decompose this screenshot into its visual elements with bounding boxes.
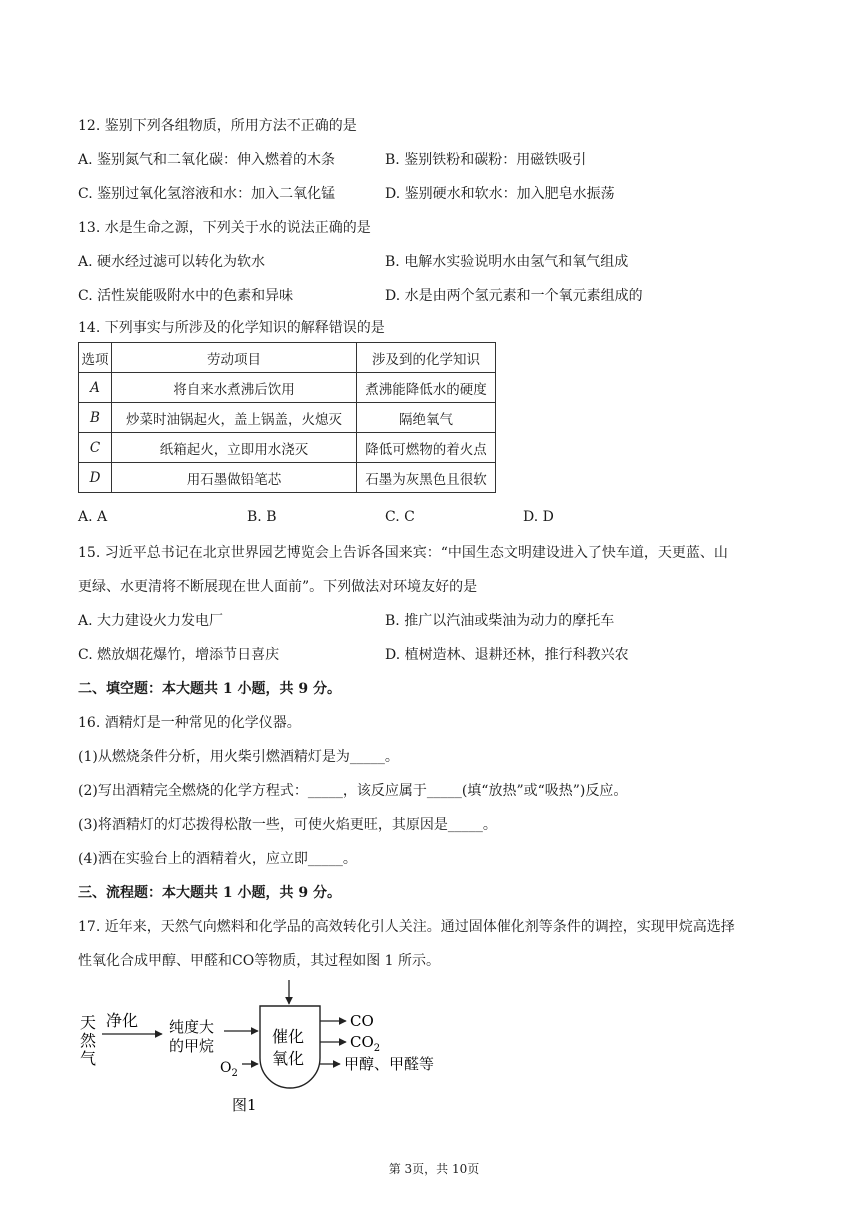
q14-stem: 14. 下列事实与所涉及的化学知识的解释错误的是 <box>78 320 385 336</box>
table-cell: D <box>79 463 112 493</box>
q14-table <box>78 342 496 493</box>
methane-label-line1: 纯度大 <box>169 1018 215 1036</box>
table-header: 涉及到的化学知识 <box>357 343 496 373</box>
q17-stem-line1: 17. 近年来，天然气向燃料和化学品的高效转化引人关注。通过固体催化剂等条件的调控，实现甲烷高选择 <box>78 919 735 935</box>
oxygen-label: $O_2$ <box>220 1060 238 1079</box>
table-cell: 石墨为灰黑色且很软 <box>357 463 496 493</box>
page-footer: 第 3页，共 10页 <box>388 1162 480 1176</box>
table-row <box>79 373 496 403</box>
table-cell: A <box>79 373 112 403</box>
q14-option-b: B. B <box>247 509 277 525</box>
process-diagram-figure <box>74 976 474 1126</box>
output-co: CO <box>350 1012 374 1030</box>
q16-stem: 16. 酒精灯是一种常见的化学仪器。 <box>78 715 301 731</box>
table-cell: 炒菜时油锅起火，盖上锅盖，火熄灭 <box>112 403 357 433</box>
q15-option-a: A. 大力建设火力发电厂 <box>78 613 224 629</box>
table-header: 劳动项目 <box>112 343 357 373</box>
table-cell: B <box>79 403 112 433</box>
table-cell: 将自来水煮沸后饮用 <box>112 373 357 403</box>
q15-option-b: B. 推广以汽油或柴油为动力的摩托车 <box>385 613 615 629</box>
table-cell: 纸箱起火，立即用水浇灭 <box>112 433 357 463</box>
q12-option-c: C. 鉴别过氧化氢溶液和水：加入二氧化锰 <box>78 186 336 202</box>
table-cell: 隔绝氧气 <box>357 403 496 433</box>
q12-option-a: A. 鉴别氮气和二氧化碳：伸入燃着的木条 <box>78 152 336 168</box>
methane-label-line2: 的甲烷 <box>169 1037 215 1055</box>
q15-stem-line1: 15. 习近平总书记在北京世界园艺博览会上告诉各国来宾：“中国生态文明建设进入了快车道，天更蓝、山 <box>78 545 728 561</box>
q16-part1: (1)从燃烧条件分析，用火柴引燃酒精灯是为_____。 <box>78 749 399 765</box>
step-purify-label: 净化 <box>106 1011 139 1030</box>
q12-option-b: B. 鉴别铁粉和碳粉：用磁铁吸引 <box>385 152 587 168</box>
source-char-3: 气 <box>80 1049 97 1068</box>
output-methanol-formaldehyde: 甲醇、甲醛等 <box>344 1055 435 1073</box>
q13-option-a: A. 硬水经过滤可以转化为软水 <box>78 254 266 270</box>
q17-stem-line2: 性氧化合成甲醇、甲醛和CO等物质，其过程如图 1 所示。 <box>78 953 440 969</box>
q15-option-d: D. 植树造林、退耕还林，推行科教兴农 <box>385 647 629 663</box>
q16-part3: (3)将酒精灯的灯芯拨得松散一些，可使火焰更旺，其原因是_____。 <box>78 817 497 833</box>
q14-option-c: C. C <box>385 509 415 525</box>
section-heading-fill-in: 二、填空题：本大题共 1 小题，共 9 分。 <box>78 681 341 697</box>
reactor-label-line1: 催化 <box>272 1027 305 1046</box>
table-cell: C <box>79 433 112 463</box>
reactor-label-line2: 氧化 <box>272 1049 305 1068</box>
section-heading-process: 三、流程题：本大题共 1 小题，共 9 分。 <box>78 885 341 901</box>
q12-option-d: D. 鉴别硬水和软水：加入肥皂水振荡 <box>385 186 615 202</box>
output-co2: $CO_2$ <box>350 1033 381 1054</box>
source-char-2: 然 <box>80 1031 97 1050</box>
table-header: 选项 <box>79 343 112 373</box>
q14-option-a: A. A <box>78 509 108 525</box>
q14-option-d: D. D <box>523 509 554 525</box>
table-row <box>79 403 496 433</box>
figure-caption: 图1 <box>232 1096 257 1114</box>
table-cell: 用石墨做铅笔芯 <box>112 463 357 493</box>
q16-part2: (2)写出酒精完全燃烧的化学方程式：_____，该反应属于_____(填“放热”或“吸热”)反应。 <box>78 783 628 799</box>
q15-stem-line2: 更绿、水更清将不断展现在世人面前”。下列做法对环境友好的是 <box>78 579 478 595</box>
q13-option-c: C. 活性炭能吸附水中的色素和异味 <box>78 288 294 304</box>
q12-stem: 12. 鉴别下列各组物质，所用方法不正确的是 <box>78 118 357 134</box>
q13-option-b: B. 电解水实验说明水由氢气和氧气组成 <box>385 254 629 270</box>
reactor-vessel <box>260 1006 320 1088</box>
q16-part4: (4)洒在实验台上的酒精着火，应立即_____。 <box>78 851 357 867</box>
table-row <box>79 433 496 463</box>
table-cell: 降低可燃物的着火点 <box>357 433 496 463</box>
table-header-row <box>79 343 496 373</box>
table-cell: 煮沸能降低水的硬度 <box>357 373 496 403</box>
q15-option-c: C. 燃放烟花爆竹，增添节日喜庆 <box>78 647 280 663</box>
source-char-1: 天 <box>80 1013 97 1032</box>
table-row <box>79 463 496 493</box>
q13-stem: 13. 水是生命之源，下列关于水的说法正确的是 <box>78 220 371 236</box>
q13-option-d: D. 水是由两个氢元素和一个氧元素组成的 <box>385 288 643 304</box>
